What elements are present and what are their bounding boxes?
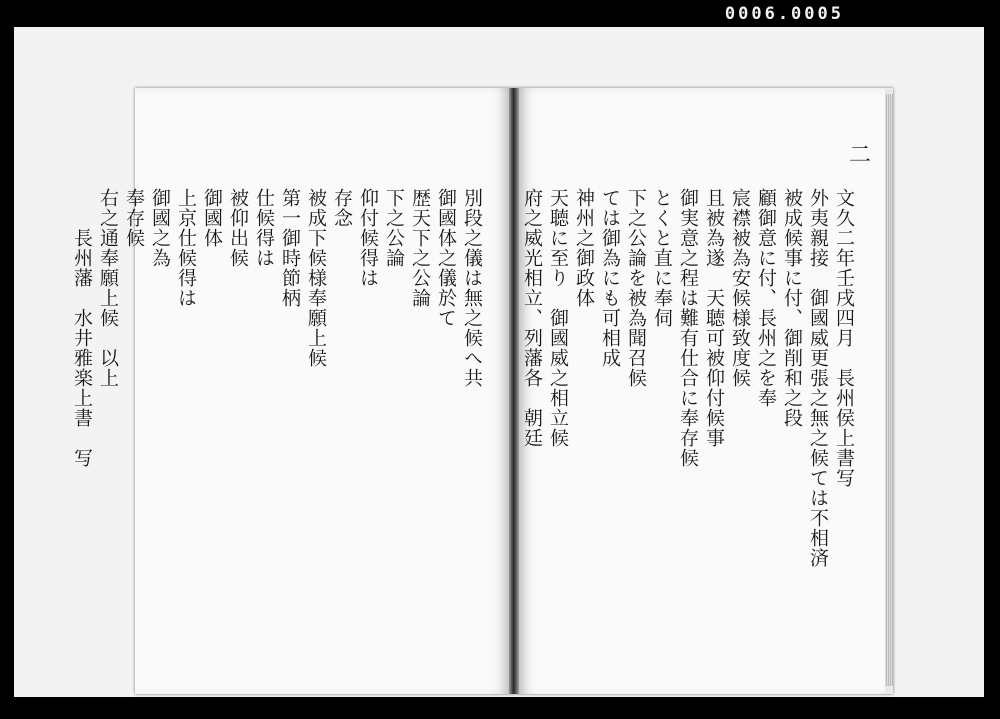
- text-column: 御実意之程は難有仕合に奉存候: [677, 188, 699, 468]
- text-column: ては御為にも可相成: [599, 188, 621, 368]
- page-number: 二: [848, 143, 871, 168]
- left-page-text: [55, 188, 485, 674]
- text-column: 下之公論: [383, 188, 405, 268]
- text-column: 別段之儀は無之候へ共: [461, 188, 483, 388]
- text-column: 天聴に至り 御國威之相立候: [547, 188, 569, 448]
- text-column: 府之威光相立、列藩各 朝廷: [521, 188, 543, 448]
- text-column: 被成下候様奉願上候: [305, 188, 327, 368]
- text-column: 奉存候: [123, 188, 145, 248]
- right-page: [519, 88, 885, 694]
- text-column: 歴天下之公論: [409, 188, 431, 308]
- text-column: 且被為遂 天聴可被仰付候事: [703, 188, 725, 448]
- text-column: 右之通奉願上候 以上: [97, 188, 119, 388]
- text-column: 外夷親接 御國威更張之無之候ては不相済: [807, 188, 829, 568]
- text-column: 第一御時節柄: [279, 188, 301, 308]
- right-page-text: [519, 188, 857, 674]
- text-column: 御國之為: [149, 188, 171, 268]
- signature-line: 長州藩 水井雅楽上書 写: [71, 228, 93, 468]
- page-edge-stack: [885, 94, 893, 686]
- text-column: 顧御意に付、長州之を奉: [755, 188, 777, 408]
- heading-column: 文久二年壬戌四月 長州侯上書写: [833, 188, 855, 488]
- book-gutter: [509, 88, 519, 694]
- text-column: 神州之御政体: [573, 188, 595, 308]
- text-column: とくと直に奉伺: [651, 188, 673, 328]
- text-column: 被仰出候: [227, 188, 249, 268]
- text-column: 御國体: [201, 188, 223, 248]
- text-column: 仕候得は: [253, 188, 275, 268]
- text-column: 仰付候得は: [357, 188, 379, 288]
- text-column: 上京仕候得は: [175, 188, 197, 308]
- frame-number: 0006.0005: [724, 4, 844, 24]
- text-column: 御國体之儀於て: [435, 188, 457, 328]
- text-column: 被成候事に付、御削和之段: [781, 188, 803, 428]
- text-column: 存念: [331, 188, 353, 228]
- text-column: 下之公論を被為聞召候: [625, 188, 647, 388]
- left-page: [71, 88, 509, 694]
- text-column: 宸襟被為安候様致度候: [729, 188, 751, 388]
- book-spread: [71, 88, 893, 694]
